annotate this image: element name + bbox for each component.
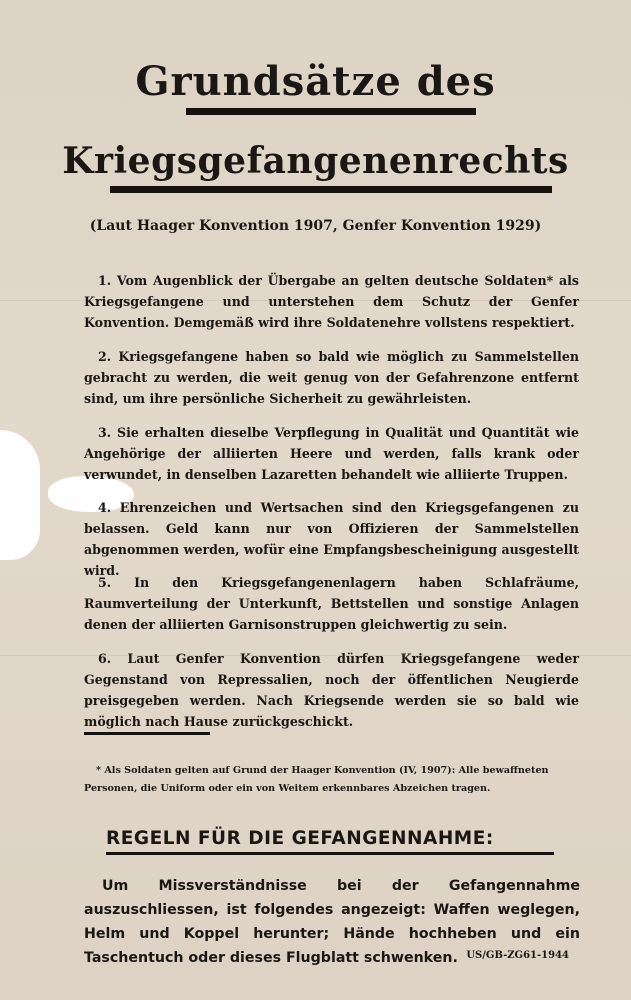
- paragraph-3: 3. Sie erhalten dieselbe Verpflegung in Qualität und Quantität wie Angehörige der alliierten Heere und werden, falls krank oder verwundet, in denselben Lazaretten behandelt wie alliierte Truppen.: [84, 425, 579, 482]
- title-underline: [186, 108, 476, 115]
- paragraph-5: 5. In den Kriegsgefangenenlagern haben Schlafräume, Raumverteilung der Unterkunft, Bettstellen und sonstige Anlagen denen der alliierten Garnisonstruppen gleichwertig zu sein.: [84, 575, 579, 632]
- footnote: * Als Soldaten gelten auf Grund der Haager Konvention (IV, 1907): Alle bewaffneten Personen, die Uniform oder ein von Weitem erkennbares Abzeichen tragen.: [84, 765, 549, 794]
- rules-heading: REGELN FÜR DIE GEFANGENNAHME:: [106, 828, 494, 849]
- rules-text: Um Missverständnisse bei der Gefangennahme auszuschliessen, ist folgendes angezeigt: Waffen weglegen, Helm und Koppel herunter; Hände hochheben und ein Taschentuch oder dieses Flugblatt schwenken.: [84, 878, 580, 966]
- title-line-1: Grundsätze des: [135, 58, 496, 105]
- rules-underline: [106, 852, 554, 855]
- paragraph-1: 1. Vom Augenblick der Übergabe an gelten deutsche Soldaten* als Kriegsgefangene und unterstehen dem Schutz der Genfer Konvention. Demgemäß wird ihre Soldatenehre vollstens respektiert.: [84, 273, 579, 330]
- title-line-2: Kriegsgefangenenrechts: [62, 140, 569, 182]
- subtitle: (Laut Haager Konvention 1907, Genfer Konvention 1929): [89, 218, 542, 234]
- title-underline: [110, 186, 552, 193]
- footnote-separator: [84, 732, 210, 735]
- paragraph-2: 2. Kriegsgefangene haben so bald wie möglich zu Sammelstellen gebracht zu werden, die weit genug von der Gefahrenzone entfernt sind, um ihre persönliche Sicherheit zu gewährleisten.: [84, 349, 579, 406]
- leaflet-code: US/GB-ZG61-1944: [466, 950, 569, 961]
- paragraph-4: 4. Ehrenzeichen und Wertsachen sind den Kriegsgefangenen zu belassen. Geld kann nur von Offizieren der Sammelstellen abgenommen werden, wofür eine Empfangsbescheinigung ausgestellt wird.: [84, 500, 579, 578]
- paragraph-6: 6. Laut Genfer Konvention dürfen Kriegsgefangene weder Gegenstand von Repressalien, noch der öffentlichen Neugierde preisgegeben werden. Nach Kriegsende werden sie so bald wie möglich nach Hause zurückgeschickt.: [84, 651, 579, 729]
- torn-edge: [0, 430, 40, 560]
